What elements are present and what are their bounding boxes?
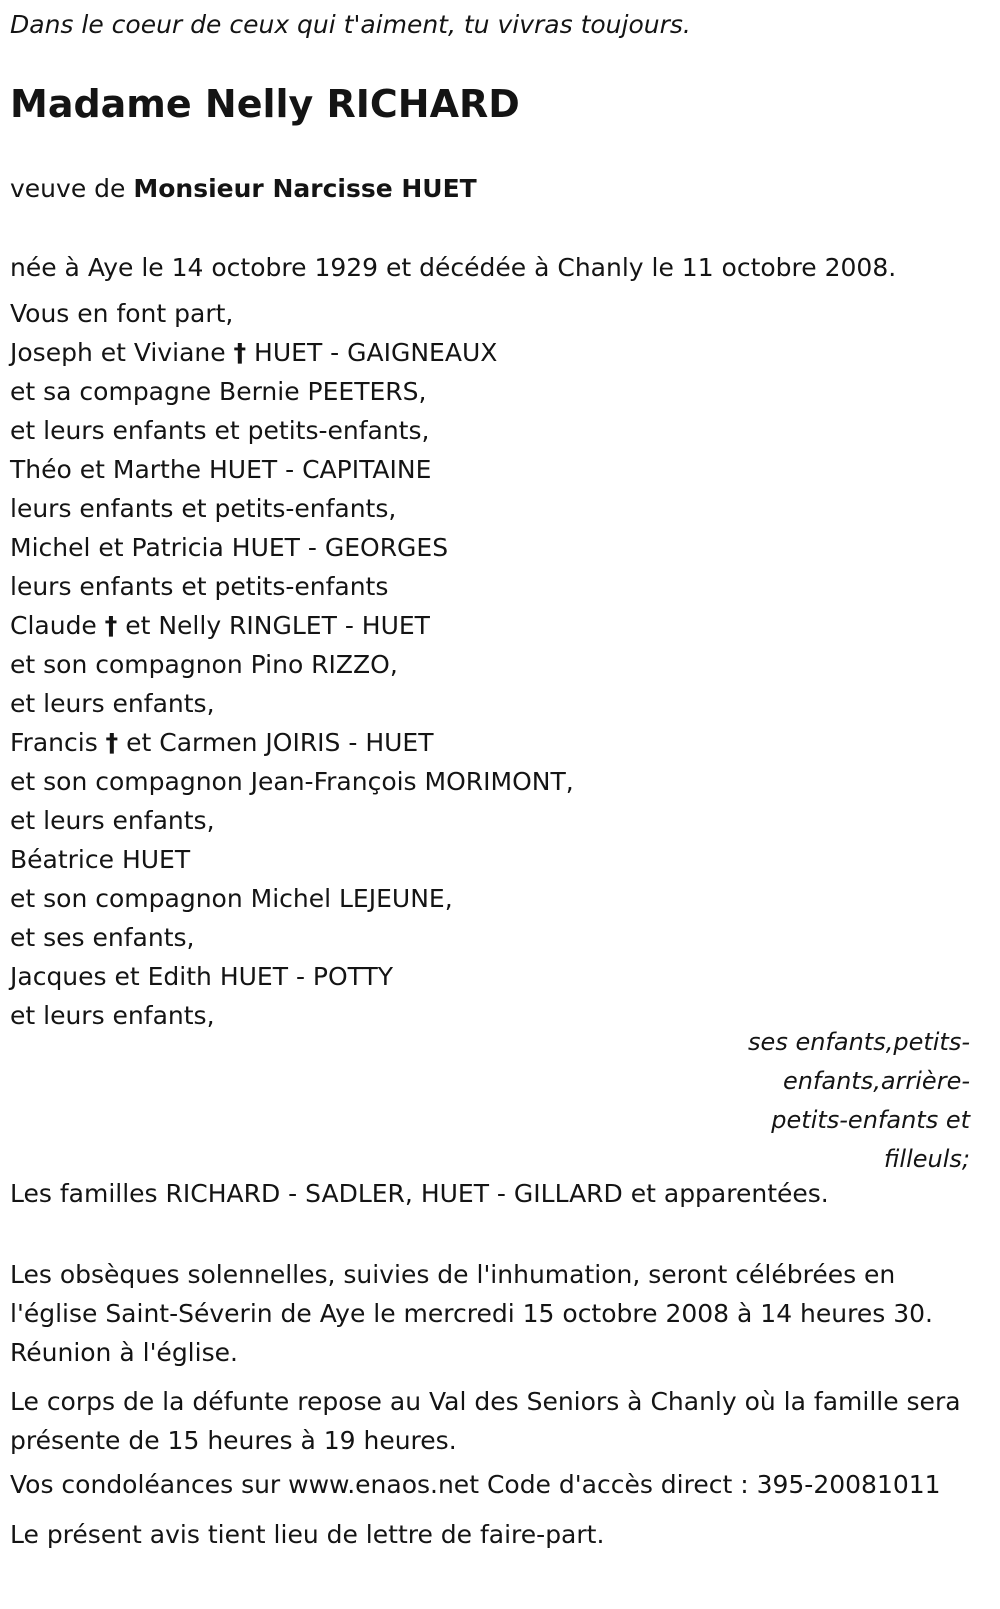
announcer-text: et son compagnon Michel LEJEUNE, (10, 884, 453, 913)
announcer-line (10, 411, 574, 450)
cross-icon: † (233, 338, 247, 367)
announcer-text: et son compagnon Pino RIZZO, (10, 650, 398, 679)
announcer-line (10, 333, 574, 372)
announcer-text: et leurs enfants, (10, 806, 215, 835)
widow-prefix: veuve de (10, 174, 126, 203)
closing-line: Le présent avis tient lieu de lettre de faire-part. (10, 1520, 605, 1549)
repose-details: Le corps de la défunte repose au Val des Seniors à Chanly où la famille sera présente de 15 heures à 19 heures. (10, 1387, 961, 1455)
motto: Dans le coeur de ceux qui t'aiment, tu vivras toujours. (10, 10, 691, 39)
announcer-line (10, 918, 574, 957)
announcer-line (10, 957, 574, 996)
deceased-name: Madame Nelly RICHARD (10, 82, 520, 126)
announcer-text: et sa compagne Bernie PEETERS, (10, 377, 427, 406)
announcer-line (10, 723, 574, 762)
announcer-line (10, 996, 574, 1035)
announcer-text: et leurs enfants, (10, 689, 215, 718)
families-line: Les familles RICHARD - SADLER, HUET - GILLARD et apparentées. (10, 1179, 829, 1208)
announcer-text: et ses enfants, (10, 923, 195, 952)
announcer-line (10, 801, 574, 840)
announcer-line (10, 372, 574, 411)
announcer-text: leurs enfants et petits-enfants (10, 572, 389, 601)
announcer-text: et leurs enfants et petits-enfants, (10, 416, 430, 445)
widow-line (10, 172, 477, 206)
announcer-text: HUET - GAIGNEAUX (246, 338, 498, 367)
announcer-text: Théo et Marthe HUET - CAPITAINE (10, 455, 432, 484)
announcer-line (10, 528, 574, 567)
announcer-line (10, 840, 574, 879)
announcer-line (10, 645, 574, 684)
announcer-text: et Carmen JOIRIS - HUET (118, 728, 434, 757)
condolences-line: Vos condoléances sur www.enaos.net Code d'accès direct : 395-20081011 (10, 1470, 941, 1499)
announcer-line (10, 450, 574, 489)
descendants-note: ses enfants,petits-enfants,arrière-petits-enfants et filleuls; (748, 1028, 970, 1173)
announcer-text: Michel et Patricia HUET - GEORGES (10, 533, 449, 562)
announcer-text: Béatrice HUET (10, 845, 191, 874)
announcer-line (10, 684, 574, 723)
announcer-text: et son compagnon Jean-François MORIMONT, (10, 767, 574, 796)
announcers-list (10, 294, 574, 1035)
birth-death-line: née à Aye le 14 octobre 1929 et décédée à Chanly le 11 octobre 2008. (10, 253, 897, 282)
announcer-text: et leurs enfants, (10, 1001, 215, 1030)
funeral-details: Les obsèques solennelles, suivies de l'inhumation, seront célébrées en l'église Saint-Séverin de Aye le mercredi 15 octobre 2008 à 14 heures 30. Réunion à l'église. (10, 1260, 933, 1367)
announcer-line (10, 762, 574, 801)
cross-icon: † (104, 611, 118, 640)
announcer-text: Francis (10, 728, 106, 757)
announcers-intro: Vous en font part, (10, 299, 234, 328)
announcer-text: Jacques et Edith HUET - POTTY (10, 962, 394, 991)
announcer-line (10, 489, 574, 528)
announcer-line (10, 606, 574, 645)
announcer-text: Joseph et Viviane (10, 338, 234, 367)
announcer-text: Claude (10, 611, 105, 640)
announcer-text: leurs enfants et petits-enfants, (10, 494, 397, 523)
widow-spouse: Monsieur Narcisse HUET (133, 174, 477, 203)
announcer-line (10, 567, 574, 606)
announcer-text: et Nelly RINGLET - HUET (117, 611, 430, 640)
cross-icon: † (105, 728, 119, 757)
announcer-line (10, 879, 574, 918)
